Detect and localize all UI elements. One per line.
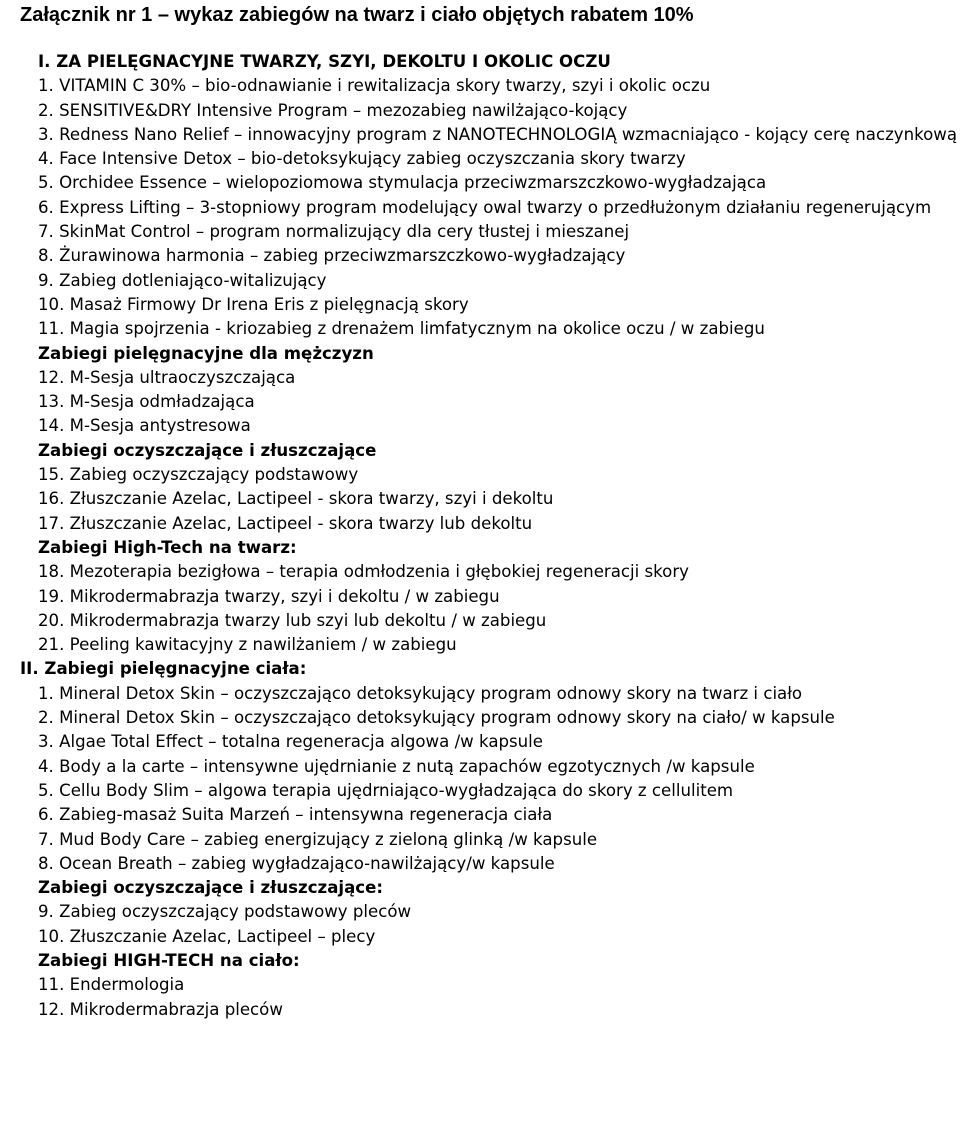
section-heading: Zabiegi oczyszczające i złuszczające: [38,878,384,898]
list-item: 5. Orchidee Essence – wielopoziomowa stymulacja przeciwzmarszczkowo-wygładzająca [38,173,767,193]
list-item: 10. Masaż Firmowy Dr Irena Eris z pielęgnacją skory [38,294,469,314]
list-item: 21. Peeling kawitacyjny z nawilżaniem / w zabiegu [38,635,457,655]
list-item: 8. Żurawinowa harmonia – zabieg przeciwzmarszczkowo-wygładzający [38,246,626,266]
list-item: 3. Algae Total Effect – totalna regeneracja algowa /w kapsule [38,732,544,752]
list-item: 16. Złuszczanie Azelac, Lactipeel - skora twarzy, szyi i dekoltu [38,489,554,509]
list-item: 20. Mikrodermabrazja twarzy lub szyi lub dekoltu / w zabiegu [38,610,547,630]
list-item: 5. Cellu Body Slim – algowa terapia ujędrniająco-wygładzająca do skory z cellulitem [38,780,734,800]
list-item: 19. Mikrodermabrazja twarzy, szyi i dekoltu / w zabiegu [38,586,500,606]
list-item: 18. Mezoterapia bezigłowa – terapia odmłodzenia i głębokiej regeneracji skory [38,562,689,582]
list-item: 12. Mikrodermabrazja pleców [38,999,283,1019]
list-item: 4. Face Intensive Detox – bio-detoksykujący zabieg oczyszczania skory twarzy [38,149,686,169]
section-heading: II. Zabiegi pielęgnacyjne ciała: [20,659,307,679]
list-item: 4. Body a la carte – intensywne ujędrnianie z nutą zapachów egzotycznych /w kapsule [38,756,755,776]
section-heading: Zabiegi oczyszczające i złuszczające [38,440,377,460]
list-item: 6. Zabieg-masaż Suita Marzeń – intensywna regeneracja ciała [38,805,553,825]
list-item: 1. Mineral Detox Skin – oczyszczająco detoksykujący program odnowy skory na twarz i ciało [38,683,803,703]
section-heading: Zabiegi pielęgnacyjne dla mężczyzn [38,343,374,363]
list-item: 9. Zabieg oczyszczający podstawowy pleców [38,902,412,922]
list-item: 8. Ocean Breath – zabieg wygładzająco-nawilżający/w kapsule [38,853,555,873]
list-item: 14. M-Sesja antystresowa [38,416,251,436]
list-item: 15. Zabieg oczyszczający podstawowy [38,465,359,485]
list-item: 2. SENSITIVE&DRY Intensive Program – mezozabieg nawilżająco-kojący [38,100,628,120]
list-item: 10. Złuszczanie Azelac, Lactipeel – plecy [38,926,376,946]
list-item: 11. Endermologia [38,975,185,995]
list-item: 1. VITAMIN C 30% – bio-odnawianie i rewitalizacja skory twarzy, szyi i okolic oczu [38,76,711,96]
list-item: 7. SkinMat Control – program normalizujący dla cery tłustej i mieszanej [38,222,630,242]
section-heading: I. ZA PIELĘGNACYJNE TWARZY, SZYI, DEKOLTU I OKOLIC OCZU [38,52,611,71]
treatment-list [20,50,958,1022]
list-item: 9. Zabieg dotleniająco-witalizujący [38,270,327,290]
list-item: 11. Magia spojrzenia - kriozabieg z drenażem limfatycznym na okolice oczu / w zabiegu [38,319,765,339]
section-heading: Zabiegi HIGH-TECH na ciało: [38,950,300,970]
list-item: 7. Mud Body Care – zabieg energizujący z zieloną glinką /w kapsule [38,829,598,849]
list-item: 17. Złuszczanie Azelac, Lactipeel - skora twarzy lub dekoltu [38,513,533,533]
list-item: 6. Express Lifting – 3-stopniowy program modelujący owal twarzy o przedłużonym działaniu regenerującym [38,197,932,217]
list-item: 3. Redness Nano Relief – innowacyjny program z NANOTECHNOLOGIĄ wzmacniająco - kojący cerę naczynkową [38,124,958,144]
section-heading: Zabiegi High-Tech na twarz: [38,537,297,557]
list-item: 12. M-Sesja ultraoczyszczająca [38,367,296,387]
list-item: 13. M-Sesja odmładzająca [38,392,255,412]
document-title: Załącznik nr 1 – wykaz zabiegów na twarz i ciało objętych rabatem 10% [20,4,694,26]
list-item: 2. Mineral Detox Skin – oczyszczająco detoksykujący program odnowy skory na ciało/ w kapsule [38,708,835,728]
